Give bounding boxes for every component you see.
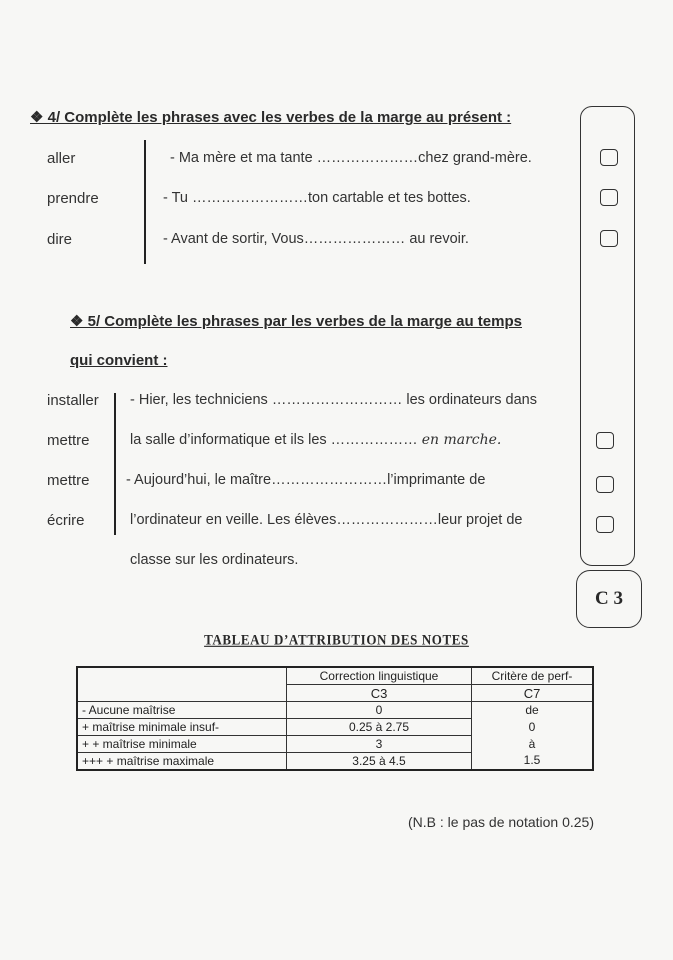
exercise-5-sentence-2-text: la salle d’informatique et ils les ……………… xyxy=(130,432,422,448)
table-row-value: 3 xyxy=(287,736,472,753)
table-row-c7: à xyxy=(472,736,594,753)
exercise-5-sentence-1: - Hier, les techniciens ……………………… les ordinateurs dans xyxy=(130,392,537,408)
exercise-4-sentence-1: - Ma mère et ma tante …………………chez grand-mère. xyxy=(170,150,532,166)
margin-verb-mettre-1: mettre xyxy=(47,432,90,449)
table-row xyxy=(77,719,593,736)
exercise-4-sentence-2: - Tu ……………………ton cartable et tes bottes. xyxy=(163,190,471,206)
checkbox-ex4-1[interactable] xyxy=(600,149,618,166)
margin-divider xyxy=(144,140,146,264)
exercise-5-title: ❖ 5/ Complète les phrases par les verbes de la marge au temps xyxy=(70,313,522,330)
margin-verb-prendre: prendre xyxy=(47,190,99,207)
exercise-5-sentence-2 xyxy=(130,432,501,448)
grading-column-frame xyxy=(580,106,635,566)
table-header-correction: Correction linguistique xyxy=(287,667,472,685)
table-header-critere: Critère de perf- xyxy=(472,667,594,685)
margin-divider-2 xyxy=(114,393,116,535)
margin-verb-mettre-2: mettre xyxy=(47,472,90,489)
c3-score-box: C 3 xyxy=(576,570,642,628)
exercise-5-sentence-5: classe sur les ordinateurs. xyxy=(130,552,299,568)
margin-verb-ecrire: écrire xyxy=(47,512,85,529)
table-header-row xyxy=(77,667,593,685)
notation-note: (N.B : le pas de notation 0.25) xyxy=(408,814,594,830)
table-empty-header xyxy=(77,667,287,702)
table-row xyxy=(77,702,593,719)
exercise-4-sentence-3: - Avant de sortir, Vous………………… au revoir. xyxy=(163,231,469,247)
checkbox-ex5-2[interactable] xyxy=(596,432,614,449)
table-row-value: 0 xyxy=(287,702,472,719)
exercise-4-title: ❖ 4/ Complète les phrases avec les verbes de la marge au présent : xyxy=(30,109,512,126)
grading-table xyxy=(76,666,594,771)
checkbox-ex4-2[interactable] xyxy=(600,189,618,206)
exercise-5-sentence-3: - Aujourd’hui, le maître……………………l’imprimante de xyxy=(126,472,486,488)
table-subheader-c3: C3 xyxy=(287,685,472,702)
margin-verb-aller: aller xyxy=(47,150,76,167)
margin-verb-installer: installer xyxy=(47,392,99,409)
checkbox-ex5-4[interactable] xyxy=(596,516,614,533)
table-subheader-c7: C7 xyxy=(472,685,594,702)
table-row-label: + maîtrise minimale insuf- xyxy=(77,719,287,736)
table-row-c7: 1.5 xyxy=(472,753,594,771)
handwritten-en-marche: en marche. xyxy=(421,432,502,448)
grading-table-title: TABLEAU D’ATTRIBUTION DES NOTES xyxy=(204,630,469,649)
table-row-label: + + maîtrise minimale xyxy=(77,736,287,753)
checkbox-ex4-3[interactable] xyxy=(600,230,618,247)
margin-verb-dire: dire xyxy=(47,231,73,248)
table-row-value: 3.25 à 4.5 xyxy=(287,753,472,771)
table-row xyxy=(77,736,593,753)
exercise-5-title-line-2: qui convient : xyxy=(70,352,168,369)
table-row-c7: de xyxy=(472,702,594,719)
table-row xyxy=(77,753,593,771)
exercise-5-sentence-4: l’ordinateur en veille. Les élèves…………………leur projet de xyxy=(130,512,523,528)
table-row-label: - Aucune maîtrise xyxy=(77,702,287,719)
checkbox-ex5-3[interactable] xyxy=(596,476,614,493)
table-row-label: +++ + maîtrise maximale xyxy=(77,753,287,771)
table-row-c7: 0 xyxy=(472,719,594,736)
table-row-value: 0.25 à 2.75 xyxy=(287,719,472,736)
